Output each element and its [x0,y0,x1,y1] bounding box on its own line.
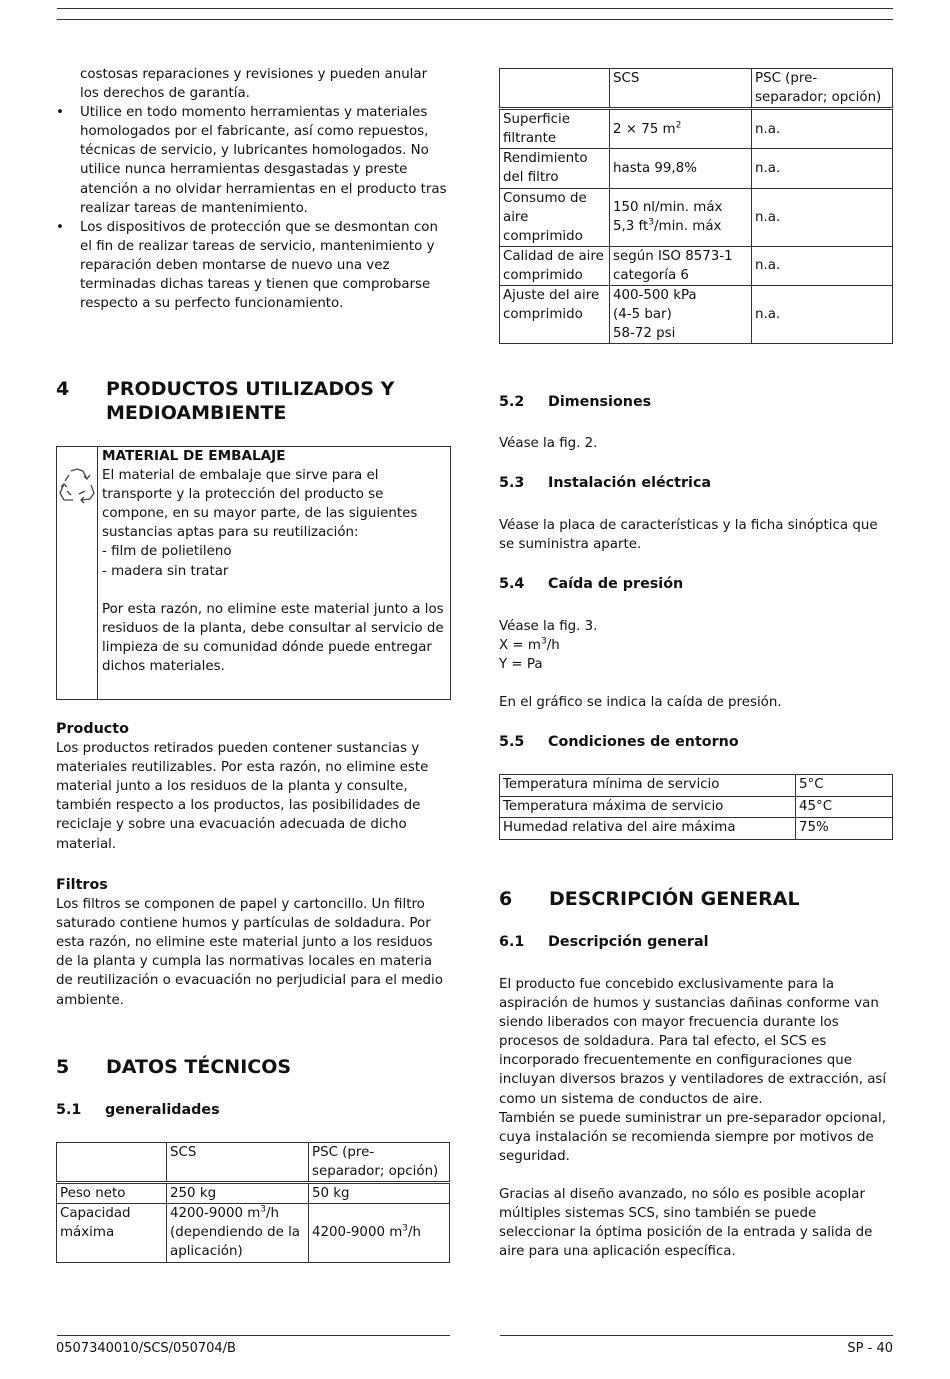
bullet-item: • Los dispositivos de protección que se desmontan con el fin de realizar tareas de servicio, mantenimiento y reparación deben montarse de nuevo una vez terminadas dichas tareas y tienen que comprobarse respecto a su perfecto funcionamiento. [56,219,438,312]
table-header: PSC (pre-separador; opción) [752,69,893,109]
packaging-body: El material de embalaje que sirve para el transporte y la protección del producto se compone, en su mayor parte, de las siguientes sustancias aptas para su reutilización: [102,468,418,541]
footer-code: 0507340010/SCS/050704/B [56,1341,236,1356]
section-5-2-heading: 5.2 Dimensiones [499,394,652,410]
filtros-title: Filtros [56,877,108,893]
table-cell: Temperatura mínima de servicio [500,775,796,797]
section-6-1-text [499,975,893,1261]
packaging-note: Por esta razón, no elimine este material junto a los residuos de la planta, debe consultar al servicio de limpieza de su comunidad dónde puede entregar dichos materiales. [102,601,444,674]
footer-rule-left [57,1335,450,1336]
producto-text: Los productos retirados pueden contener sustancias y materiales reutilizables. Por esta razón, no elimine este material junto a los residuos de la planta y consulte, también respecto a los productos, las posibilidades de reciclaje y sobre una evacuación adecuada de dicho material. [56,741,429,852]
environment-table [499,774,893,840]
section-6-title: DESCRIPCIÓN GENERAL [549,888,800,910]
page-number: SP - 40 [847,1341,893,1356]
table-header: SCS [167,1143,309,1183]
table-cell: Temperatura máxima de servicio [500,796,796,818]
packaging-title: MATERIAL DE EMBALAJE [102,448,286,464]
paragraph: El producto fue concebido exclusivamente para la aspiración de humos y sustancias dañinas conforme van siendo liberados con mayor frecuencia durante los procesos de soldadura. Para tal efecto, el SCS es incorporado frecuentemente en configuraciones que incluyan diversos brazos y ventiladores de extracción, así como un sistema de conductos de aire. [499,977,887,1107]
table-cell: n.a. [752,286,893,344]
section-5-heading: 5 DATOS TÉCNICOS [56,1056,292,1078]
section-4-heading: 4 PRODUCTOS UTILIZADOS Y MEDIOAMBIENTE [56,377,450,425]
table-cell: n.a. [752,149,893,188]
table-cell: 150 nl/min. máx 5,3 $ft^3/\min$. máx [610,188,752,246]
packaging-text [98,447,450,699]
table-row [500,796,893,818]
table-cell: Superficie filtrante [500,109,610,149]
table-row [500,109,893,149]
section-5-3-heading: 5.3 Instalación eléctrica [499,475,712,491]
packaging-box [56,446,451,700]
table-row [500,246,893,285]
section-6-heading: 6 DESCRIPCIÓN GENERAL [499,888,800,910]
table-row [57,1143,450,1183]
header-rule-top [57,8,893,9]
table-cell: n.a. [752,188,893,246]
general-table-wrap [56,1142,450,1263]
footer-rule-right [500,1335,893,1336]
section-5-2-text: Véase la fig. 2. [499,436,598,451]
packaging-item: - film de polietileno [102,544,232,560]
table-row [57,1183,450,1204]
intro-continued: costosas reparaciones y revisiones y pueden anular los derechos de garantía. [80,67,428,102]
specs-table [499,68,893,344]
table-header: PSC (pre-separador; opción) [309,1143,450,1183]
table-row [57,1204,450,1262]
table-cell: Ajuste del aire comprimido [500,286,610,344]
table-cell: n.a. [752,246,893,285]
section-6-1-heading: 6.1 Descripción general [499,934,709,950]
table-cell: según ISO 8573-1 categoría 6 [610,246,752,285]
filtros-text: Los filtros se componen de papel y cartoncillo. Un filtro saturado contiene humos y partículas de soldadura. Por esta razón, no elimine este material junto a los residuos de la planta y cumpla las normativas locales en materia de reutilización o evacuación no perjudicial para el medio ambiente. [56,897,443,1008]
producto-block [56,720,450,854]
table-header: SCS [610,69,752,109]
paragraph: Gracias al diseño avanzado, no sólo es posible acoplar múltiples sistemas SCS, sino también se puede seleccionar la óptima posición de la entrada y salida de aire para una aplicación específica. [499,1186,873,1260]
section-5-3-text: Véase la placa de características y la ficha sinóptica que se suministra aparte. [499,518,878,553]
environment-table-wrap [499,774,893,840]
section-5-title: DATOS TÉCNICOS [106,1056,292,1078]
table-cell: Humedad relativa del aire máxima [500,818,796,840]
table-cell: Capacidad máxima [57,1204,167,1262]
table-cell: Peso neto [57,1183,167,1204]
table-cell: Rendimiento del filtro [500,149,610,188]
bullet-dot: • [56,219,64,235]
table-cell: 2 × 75 $m^2$ [610,109,752,149]
table-cell: 4200-9000 $m^3/h$ (dependiendo de la aplicación) [167,1204,309,1262]
intro-bullets [56,103,450,313]
table-cell: 250 kg [167,1183,309,1204]
packaging-item: - madera sin tratar [102,563,229,579]
recycle-icon [57,447,98,699]
paragraph: También se puede suministrar un pre-separador opcional, cuya instalación se recomienda siempre por motivos de seguridad. [499,1110,886,1164]
section-5-1-heading: 5.1 generalidades [56,1102,220,1118]
section-5-5-heading: 5.5 Condiciones de entorno [499,734,739,750]
table-row [500,818,893,840]
bullet-dot: • [56,105,64,121]
table-cell: 50 kg [309,1183,450,1204]
filtros-block [56,876,450,1010]
table-cell: hasta 99,8% [610,149,752,188]
table-row [500,188,893,246]
table-cell: 4200-9000 $m^3/h$ [309,1204,450,1262]
table-row [500,149,893,188]
table-cell: 5°C [796,775,893,797]
specs-table-wrap [499,68,893,344]
intro-block [56,65,450,313]
table-cell: 400-500 kPa (4-5 bar) 58-72 psi [610,286,752,344]
general-table [56,1142,450,1263]
table-row [500,286,893,344]
table-cell: Calidad de aire comprimido [500,246,610,285]
table-row [500,775,893,797]
section-5-4-heading: 5.4 Caída de presión [499,576,684,592]
table-row [500,69,893,109]
table-cell: 45°C [796,796,893,818]
section-5-4-text: Véase la fig. 3. $X = m^3/h$ Y = Pa En el gráfico se indica la caída de presión. [499,619,782,711]
table-cell: 75% [796,818,893,840]
bullet-item: • Utilice en todo momento herramientas y materiales homologados por el fabricante, así como repuestos, técnicas de servicio, y lubricantes homologados. No utilice nunca herramientas desgastadas y preste atención a no olvidar herramientas en el producto tras realizar tareas de mantenimiento. [56,105,447,216]
section-4-title: PRODUCTOS UTILIZADOS Y MEDIOAMBIENTE [106,378,395,424]
header-rule-bottom [57,19,893,20]
table-cell: Consumo de aire comprimido [500,188,610,246]
producto-title: Producto [56,721,129,737]
table-cell: n.a. [752,109,893,149]
